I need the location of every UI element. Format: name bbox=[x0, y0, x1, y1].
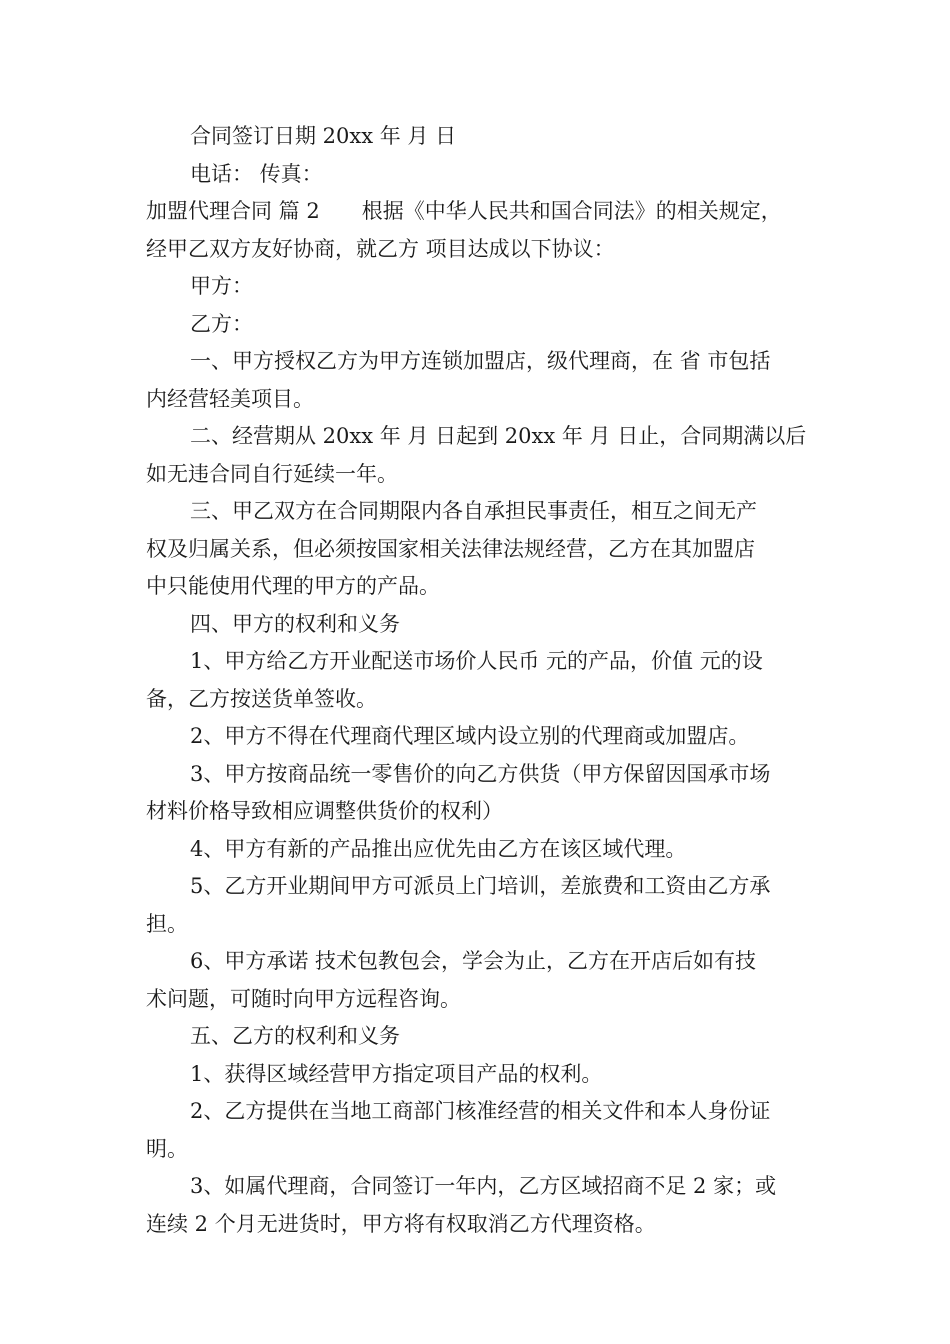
section-4-item-3: 3、甲方按商品统一零售价的向乙方供货（甲方保留因国承市场 bbox=[190, 761, 771, 786]
sign-date-line: 合同签订日期 20xx 年 月 日 bbox=[190, 124, 457, 148]
section-5-heading: 五、乙方的权利和义务 bbox=[190, 1024, 400, 1048]
clause-3-line: 三、甲乙双方在合同期限内各自承担民事责任，相互之间无产 bbox=[190, 499, 757, 523]
section-5-item-2-continued: 明。 bbox=[146, 1136, 188, 1161]
section-4-item-4: 4、甲方有新的产品推出应优先由乙方在该区域代理。 bbox=[190, 836, 687, 861]
clause-3-continued: 权及归属关系，但必须按国家相关法律法规经营，乙方在其加盟店 bbox=[146, 536, 755, 561]
clause-1-line: 一、甲方授权乙方为甲方连锁加盟店，级代理商，在 省 市包括 bbox=[190, 349, 771, 373]
party-b-line: 乙方： bbox=[190, 311, 253, 336]
section-4-item-2: 2、甲方不得在代理商代理区域内设立别的代理商或加盟店。 bbox=[190, 724, 750, 748]
section-4-item-5: 5、乙方开业期间甲方可派员上门培训，差旅费和工资由乙方承 bbox=[190, 874, 771, 898]
section-5-item-3: 3、如属代理商，合同签订一年内，乙方区域招商不足 2 家；或 bbox=[190, 1174, 777, 1198]
intro-text-continued: 经甲乙双方友好协商，就乙方 项目达成以下协议： bbox=[146, 236, 615, 261]
section-4-item-1-continued: 备，乙方按送货单签收。 bbox=[146, 686, 377, 711]
section-4-item-6-continued: 术问题，可随时向甲方远程咨询。 bbox=[146, 986, 461, 1011]
clause-1-continued: 内经营轻美项目。 bbox=[146, 386, 314, 411]
section-4-item-5-continued: 担。 bbox=[146, 911, 188, 936]
section-4-heading: 四、甲方的权利和义务 bbox=[190, 611, 400, 636]
section-4-item-6: 6、甲方承诺 技术包教包会，学会为止，乙方在开店后如有技 bbox=[190, 949, 757, 973]
clause-3-continued: 中只能使用代理的甲方的产品。 bbox=[146, 574, 440, 598]
section-5-item-3-continued: 连续 2 个月无进货时，甲方将有权取消乙方代理资格。 bbox=[146, 1211, 656, 1236]
contract-heading-line bbox=[146, 193, 816, 231]
section-5-item-2: 2、乙方提供在当地工商部门核准经营的相关文件和本人身份证 bbox=[190, 1099, 771, 1123]
contract-title: 加盟代理合同 篇 2 bbox=[146, 199, 320, 223]
section-4-item-1: 1、甲方给乙方开业配送市场价人民币 元的产品，价值 元的设 bbox=[190, 649, 763, 673]
section-5-item-1: 1、获得区域经营甲方指定项目产品的权利。 bbox=[190, 1061, 603, 1086]
clause-2-line: 二、经营期从 20xx 年 月 日起到 20xx 年 月 日止，合同期满以后 bbox=[190, 424, 807, 448]
section-4-item-3-continued: 材料价格导致相应调整供货价的权利） bbox=[146, 799, 503, 823]
party-a-line: 甲方： bbox=[190, 274, 253, 298]
phone-fax-line: 电话： 传真： bbox=[190, 161, 323, 186]
document-page bbox=[146, 118, 816, 1243]
clause-2-continued: 如无违合同自行延续一年。 bbox=[146, 461, 398, 486]
intro-text: 根据《中华人民共和国合同法》的相关规定， bbox=[361, 199, 782, 223]
